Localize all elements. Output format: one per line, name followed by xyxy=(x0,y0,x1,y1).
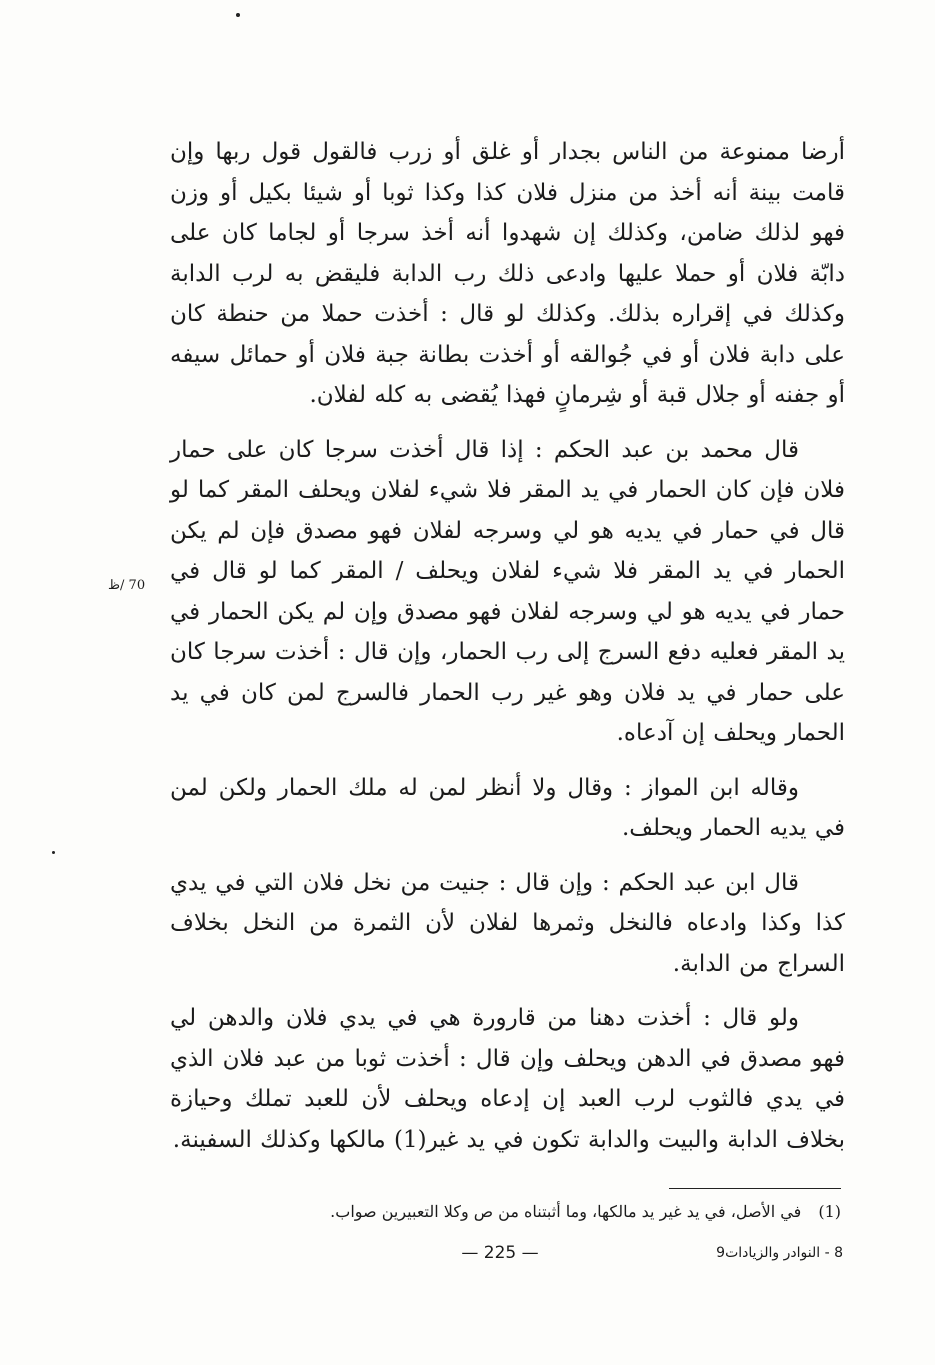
footnote-divider xyxy=(669,1188,841,1189)
paragraph-3: وقاله ابن المواز : وقال ولا أنظر لمن له ملك الحمار ولكن لمن في يديه الحمار ويحلف. xyxy=(170,774,845,841)
main-text xyxy=(170,132,845,1174)
manuscript-folio-note: 70 /ظ xyxy=(108,578,146,593)
page-number: — 225 — xyxy=(461,1243,539,1263)
footnote xyxy=(250,1200,841,1224)
paragraph-4: قال ابن عبد الحكم : وإن قال : جنيت من نخل فلان التي في يدي كذا وكذا وادعاه فالنخل وثمرها لفلان لأن الثمرة من النخل بخلاف السراج من الدابة. xyxy=(170,869,845,977)
paragraph-5: ولو قال : أخذت دهنا من قارورة هي في يدي فلان والدهن لي فهو مصدق في الدهن ويحلف وإن قال : أخذت ثوبا من عبد فلان الذي في يدي فالثوب لرب العبد إن إدعاه ويحلف لأن للعبد تملك وحيازة بخلاف الدابة والبيت والدابة تكون في يد غير(1) مالكها وكذلك السفينة. xyxy=(170,1005,845,1153)
footnote-text: في الأصل، في يد غير يد مالكها، وما أثبتناه من ص وكلا التعبيرين صواب. xyxy=(330,1202,802,1221)
paragraph-1: أرضا ممنوعة من الناس بجدار أو غلق أو زرب فالقول قول ربها وإن قامت بينة أنه أخذ من منزل فلان كذا وكذا ثوبا أو شيئا بكيل أو وزن فهو لذلك ضامن، وكذلك إن شهدوا أنه أخذ سرجا أو لجاما كان على دابّة فلان أو حملا عليها وادعى ذلك رب الدابة فليقض به لرب الدابة وكذلك في إقراره بذلك. وكذلك لو قال : أخذت حملا من حنطة كان على دابة فلان أو في جُوالقه أو أخذت بطانة جبة فلان أو حمائل سيفه أو جفنه أو جلال قبة أو شِرمانٍ فهذا يُقضى به كله لفلان. xyxy=(170,139,845,408)
scan-speck-left xyxy=(52,851,55,854)
scan-speck-top xyxy=(236,13,240,17)
paragraph-2: قال محمد بن عبد الحكم : إذا قال أخذت سرجا كان على حمار فلان فإن كان الحمار في يد المقر فلا شيء لفلان ويحلف المقر كما لو قال في حمار في يديه هو لي وسرجه لفلان فهو مصدق فإن لم يكن الحمار في يد المقر فلا شيء لفلان ويحلف / المقر كما لو قال في حمار في يديه هو لي وسرجه لفلان فهو مصدق وإن لم يكن الحمار في يد المقر فعليه دفع السرج إلى رب الحمار، وإن قال : أخذت سرجا كان على حمار في يد فلان وهو غير رب الحمار فالسرج لمن كان في يد الحمار ويحلف إن آدعاه. xyxy=(170,436,845,746)
footnote-number: (1) xyxy=(818,1202,841,1221)
running-footer: 8 - النوادر والزيادات9 xyxy=(716,1245,843,1261)
